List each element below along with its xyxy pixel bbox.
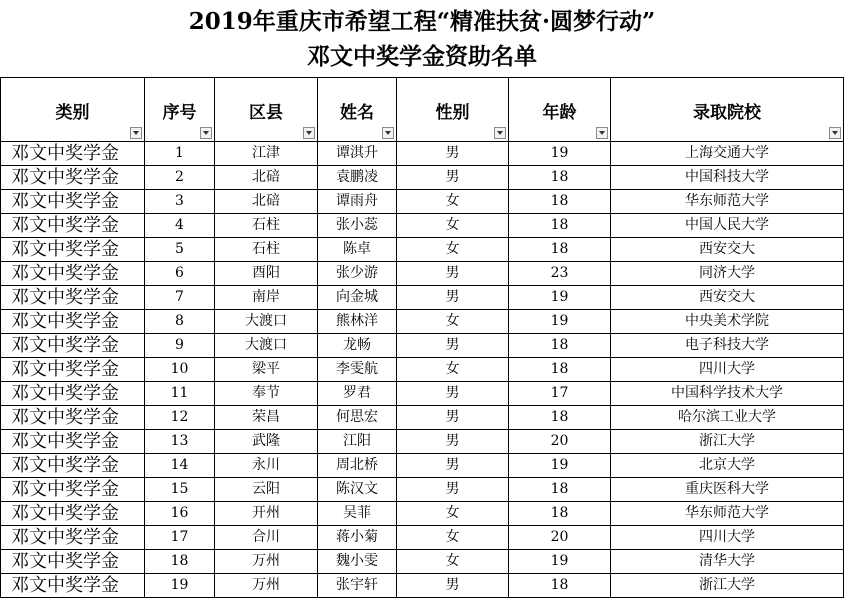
cell-category[interactable]: 邓文中奖学金 — [1, 502, 145, 526]
cell-age[interactable]: 20 — [509, 526, 611, 550]
cell-gender[interactable]: 男 — [397, 478, 509, 502]
cell-index[interactable]: 19 — [145, 574, 215, 598]
table-row — [1, 382, 844, 406]
header-row — [1, 78, 844, 142]
cell-university[interactable]: 四川大学 — [611, 358, 844, 382]
page-subtitle: 邓文中奖学金资助名单 — [307, 43, 537, 70]
table-body — [1, 142, 844, 598]
filter-dropdown-icon[interactable] — [494, 127, 506, 139]
header-gender — [397, 78, 509, 142]
cell-index[interactable]: 17 — [145, 526, 215, 550]
filter-dropdown-icon[interactable] — [829, 127, 841, 139]
header-index — [145, 78, 215, 142]
header-label: 录取院校 — [693, 103, 761, 123]
cell-university[interactable]: 重庆医科大学 — [611, 478, 844, 502]
table-row — [1, 334, 844, 358]
cell-district[interactable]: 荣昌 — [215, 406, 318, 430]
cell-university[interactable]: 同济大学 — [611, 262, 844, 286]
cell-name[interactable]: 龙畅 — [318, 334, 397, 358]
cell-university[interactable]: 哈尔滨工业大学 — [611, 406, 844, 430]
page-title: 2019年重庆市希望工程“精准扶贫·圆梦行动” — [188, 8, 656, 35]
table-row — [1, 310, 844, 334]
cell-index[interactable]: 3 — [145, 190, 215, 214]
cell-district[interactable]: 南岸 — [215, 286, 318, 310]
cell-age[interactable]: 19 — [509, 310, 611, 334]
cell-university[interactable]: 浙江大学 — [611, 574, 844, 598]
table-row — [1, 502, 844, 526]
cell-name[interactable]: 何思宏 — [318, 406, 397, 430]
cell-category[interactable]: 邓文中奖学金 — [1, 526, 145, 550]
cell-name[interactable]: 吴菲 — [318, 502, 397, 526]
cell-gender[interactable]: 男 — [397, 166, 509, 190]
header-label: 姓名 — [340, 103, 374, 123]
cell-age[interactable]: 18 — [509, 334, 611, 358]
cell-district[interactable]: 合川 — [215, 526, 318, 550]
cell-age[interactable]: 18 — [509, 574, 611, 598]
cell-gender[interactable]: 男 — [397, 142, 509, 166]
table-row — [1, 166, 844, 190]
cell-university[interactable]: 中国科技大学 — [611, 166, 844, 190]
filter-dropdown-icon[interactable] — [303, 127, 315, 139]
cell-index[interactable]: 2 — [145, 166, 215, 190]
cell-index[interactable]: 7 — [145, 286, 215, 310]
cell-name[interactable]: 谭雨舟 — [318, 190, 397, 214]
cell-university[interactable]: 华东师范大学 — [611, 190, 844, 214]
cell-age[interactable]: 19 — [509, 286, 611, 310]
table-row — [1, 358, 844, 382]
cell-category[interactable]: 邓文中奖学金 — [1, 190, 145, 214]
table-row — [1, 454, 844, 478]
table-row — [1, 238, 844, 262]
cell-index[interactable]: 9 — [145, 334, 215, 358]
cell-district[interactable]: 开州 — [215, 502, 318, 526]
header-district — [215, 78, 318, 142]
table-row — [1, 430, 844, 454]
table-row — [1, 478, 844, 502]
cell-age[interactable]: 18 — [509, 406, 611, 430]
cell-gender[interactable]: 女 — [397, 190, 509, 214]
cell-gender[interactable]: 男 — [397, 406, 509, 430]
header-label: 类别 — [55, 103, 90, 123]
table-row — [1, 574, 844, 598]
cell-gender[interactable]: 女 — [397, 502, 509, 526]
cell-index[interactable]: 18 — [145, 550, 215, 574]
cell-category[interactable]: 邓文中奖学金 — [1, 454, 145, 478]
cell-category[interactable]: 邓文中奖学金 — [1, 406, 145, 430]
cell-index[interactable]: 16 — [145, 502, 215, 526]
table-row — [1, 406, 844, 430]
header-label: 性别 — [435, 103, 470, 123]
cell-age[interactable]: 23 — [509, 262, 611, 286]
cell-age[interactable]: 18 — [509, 238, 611, 262]
cell-name[interactable]: 张宇轩 — [318, 574, 397, 598]
cell-university[interactable]: 中央美术学院 — [611, 310, 844, 334]
cell-age[interactable]: 18 — [509, 190, 611, 214]
table-row — [1, 262, 844, 286]
cell-district[interactable]: 酉阳 — [215, 262, 318, 286]
filter-dropdown-icon[interactable] — [596, 127, 608, 139]
cell-gender[interactable]: 男 — [397, 286, 509, 310]
cell-category[interactable]: 邓文中奖学金 — [1, 334, 145, 358]
table-row — [1, 550, 844, 574]
cell-gender[interactable]: 女 — [397, 214, 509, 238]
cell-university[interactable]: 上海交通大学 — [611, 142, 844, 166]
cell-university[interactable]: 北京大学 — [611, 454, 844, 478]
cell-index[interactable]: 13 — [145, 430, 215, 454]
cell-university[interactable]: 四川大学 — [611, 526, 844, 550]
cell-category[interactable]: 邓文中奖学金 — [1, 238, 145, 262]
cell-name[interactable]: 陈卓 — [318, 238, 397, 262]
cell-index[interactable]: 14 — [145, 454, 215, 478]
header-name — [318, 78, 397, 142]
cell-university[interactable]: 西安交大 — [611, 286, 844, 310]
table-row — [1, 214, 844, 238]
cell-age[interactable]: 18 — [509, 478, 611, 502]
cell-district[interactable]: 云阳 — [215, 478, 318, 502]
cell-index[interactable]: 11 — [145, 382, 215, 406]
cell-age[interactable]: 19 — [509, 454, 611, 478]
cell-index[interactable]: 15 — [145, 478, 215, 502]
cell-district[interactable]: 大渡口 — [215, 334, 318, 358]
cell-university[interactable]: 华东师范大学 — [611, 502, 844, 526]
cell-age[interactable]: 18 — [509, 358, 611, 382]
filter-dropdown-icon[interactable] — [382, 127, 394, 139]
cell-gender[interactable]: 男 — [397, 382, 509, 406]
cell-district[interactable]: 大渡口 — [215, 310, 318, 334]
cell-index[interactable]: 5 — [145, 238, 215, 262]
cell-district[interactable]: 北碚 — [215, 166, 318, 190]
cell-age[interactable]: 18 — [509, 166, 611, 190]
cell-district[interactable]: 武隆 — [215, 430, 318, 454]
cell-university[interactable]: 西安交大 — [611, 238, 844, 262]
cell-gender[interactable]: 男 — [397, 334, 509, 358]
cell-district[interactable]: 万州 — [215, 574, 318, 598]
cell-category[interactable]: 邓文中奖学金 — [1, 574, 145, 598]
cell-district[interactable]: 万州 — [215, 550, 318, 574]
cell-district[interactable]: 永川 — [215, 454, 318, 478]
scholarship-table — [0, 77, 844, 598]
cell-name[interactable]: 江阳 — [318, 430, 397, 454]
cell-district[interactable]: 石柱 — [215, 214, 318, 238]
cell-category[interactable]: 邓文中奖学金 — [1, 358, 145, 382]
cell-name[interactable]: 张小蕊 — [318, 214, 397, 238]
cell-category[interactable]: 邓文中奖学金 — [1, 262, 145, 286]
cell-gender[interactable]: 男 — [397, 574, 509, 598]
cell-name[interactable]: 蒋小菊 — [318, 526, 397, 550]
cell-name[interactable]: 李雯航 — [318, 358, 397, 382]
cell-name[interactable]: 谭淇升 — [318, 142, 397, 166]
cell-age[interactable]: 19 — [509, 550, 611, 574]
cell-university[interactable]: 清华大学 — [611, 550, 844, 574]
cell-name[interactable]: 陈汉文 — [318, 478, 397, 502]
cell-age[interactable]: 19 — [509, 142, 611, 166]
cell-category[interactable]: 邓文中奖学金 — [1, 478, 145, 502]
cell-index[interactable]: 4 — [145, 214, 215, 238]
cell-university[interactable]: 电子科技大学 — [611, 334, 844, 358]
cell-category[interactable]: 邓文中奖学金 — [1, 430, 145, 454]
cell-university[interactable]: 中国科学技术大学 — [611, 382, 844, 406]
cell-age[interactable]: 20 — [509, 430, 611, 454]
cell-category[interactable]: 邓文中奖学金 — [1, 214, 145, 238]
table-row — [1, 286, 844, 310]
cell-gender[interactable]: 女 — [397, 238, 509, 262]
cell-district[interactable]: 奉节 — [215, 382, 318, 406]
filter-dropdown-icon[interactable] — [130, 127, 142, 139]
table-row — [1, 526, 844, 550]
cell-university[interactable]: 浙江大学 — [611, 430, 844, 454]
filter-dropdown-icon[interactable] — [200, 127, 212, 139]
cell-index[interactable]: 10 — [145, 358, 215, 382]
header-label: 序号 — [162, 103, 197, 123]
cell-gender[interactable]: 女 — [397, 310, 509, 334]
cell-gender[interactable]: 女 — [397, 526, 509, 550]
cell-name[interactable]: 袁鹏凌 — [318, 166, 397, 190]
cell-age[interactable]: 17 — [509, 382, 611, 406]
cell-gender[interactable]: 女 — [397, 358, 509, 382]
cell-name[interactable]: 罗君 — [318, 382, 397, 406]
cell-district[interactable]: 石柱 — [215, 238, 318, 262]
cell-gender[interactable]: 男 — [397, 262, 509, 286]
cell-gender[interactable]: 女 — [397, 550, 509, 574]
cell-category[interactable]: 邓文中奖学金 — [1, 550, 145, 574]
cell-name[interactable]: 熊林洋 — [318, 310, 397, 334]
cell-district[interactable]: 梁平 — [215, 358, 318, 382]
header-age — [509, 78, 611, 142]
header-university — [611, 78, 844, 142]
cell-name[interactable]: 向金城 — [318, 286, 397, 310]
cell-index[interactable]: 12 — [145, 406, 215, 430]
cell-university[interactable]: 中国人民大学 — [611, 214, 844, 238]
header-category — [1, 78, 145, 142]
cell-age[interactable]: 18 — [509, 214, 611, 238]
cell-gender[interactable]: 男 — [397, 430, 509, 454]
cell-district[interactable]: 江津 — [215, 142, 318, 166]
cell-age[interactable]: 18 — [509, 502, 611, 526]
cell-gender[interactable]: 男 — [397, 454, 509, 478]
cell-index[interactable]: 6 — [145, 262, 215, 286]
cell-name[interactable]: 张少游 — [318, 262, 397, 286]
header-label: 年龄 — [542, 103, 577, 123]
cell-index[interactable]: 1 — [145, 142, 215, 166]
header-label: 区县 — [249, 103, 283, 123]
cell-district[interactable]: 北碚 — [215, 190, 318, 214]
cell-category[interactable]: 邓文中奖学金 — [1, 382, 145, 406]
cell-category[interactable]: 邓文中奖学金 — [1, 142, 145, 166]
cell-category[interactable]: 邓文中奖学金 — [1, 166, 145, 190]
cell-index[interactable]: 8 — [145, 310, 215, 334]
table-row — [1, 190, 844, 214]
cell-name[interactable]: 周北桥 — [318, 454, 397, 478]
table-row — [1, 142, 844, 166]
cell-category[interactable]: 邓文中奖学金 — [1, 286, 145, 310]
cell-name[interactable]: 魏小雯 — [318, 550, 397, 574]
cell-category[interactable]: 邓文中奖学金 — [1, 310, 145, 334]
